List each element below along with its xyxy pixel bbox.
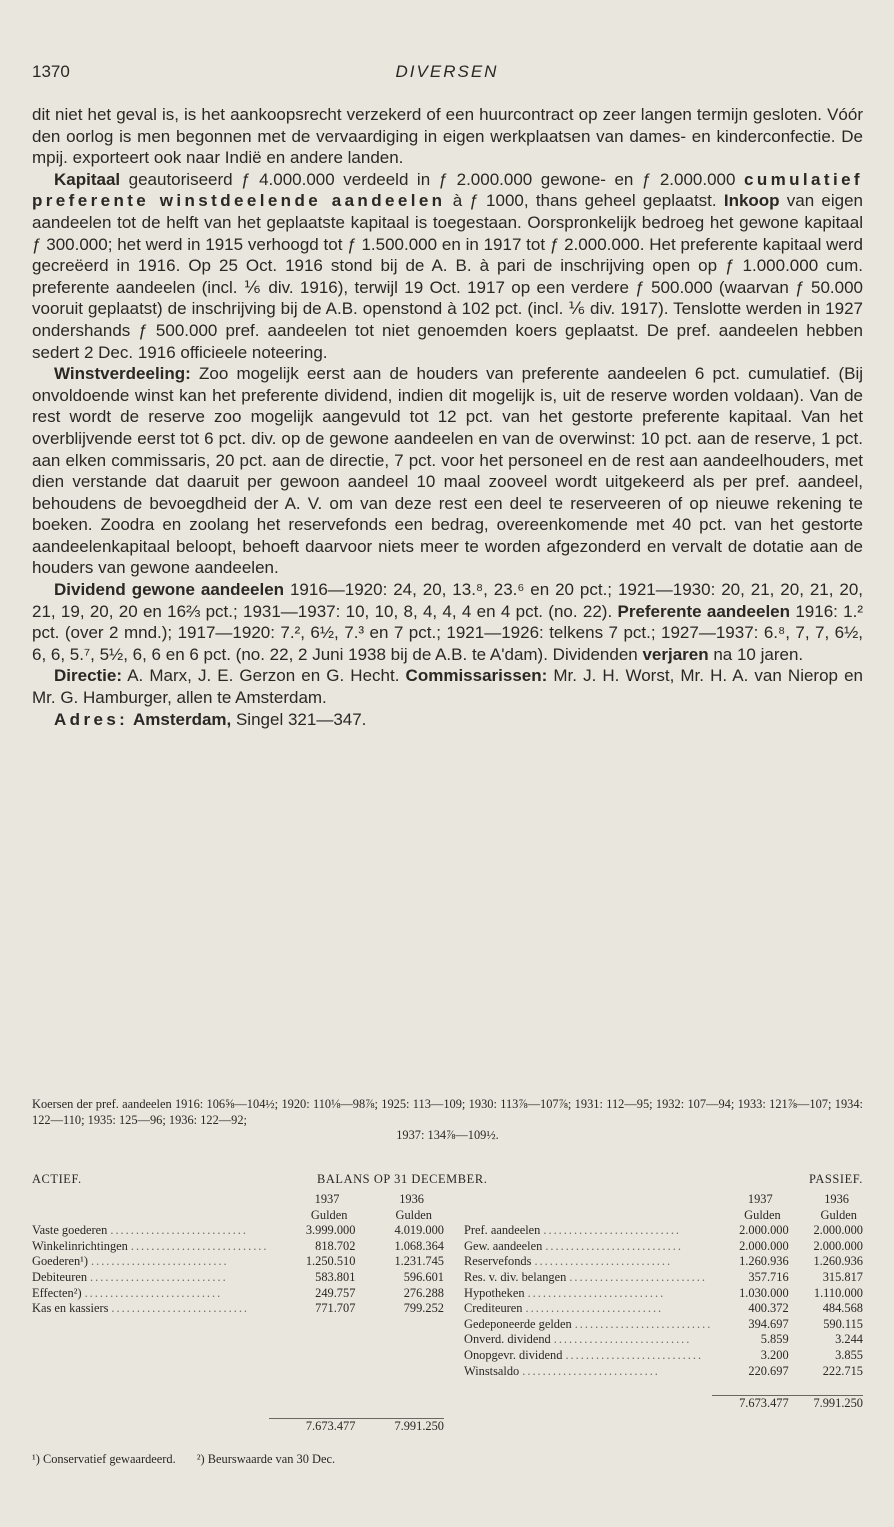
- row-label: [464, 1332, 712, 1348]
- row-label-text: Winkelinrichtingen: [32, 1239, 131, 1253]
- value-1936: 1.260.936: [813, 1254, 863, 1269]
- total-1937: 7.673.477: [269, 1419, 356, 1435]
- balance-row: [464, 1223, 863, 1239]
- balance-row: [464, 1317, 863, 1333]
- kapitaal-text-a: geautoriseerd ƒ 4.000.000 verdeeld in ƒ 2.000.000 gewone- en ƒ 2.000.000: [120, 169, 744, 189]
- value-1937: 771.707: [315, 1301, 356, 1316]
- footnotes: [32, 1452, 353, 1467]
- value-1936: 1.231.745: [394, 1254, 444, 1269]
- body-text: [32, 104, 863, 730]
- row-label-text: Kas en kassiers: [32, 1301, 111, 1315]
- value-1936: 4.019.000: [394, 1223, 444, 1238]
- row-label: [32, 1270, 269, 1286]
- value-1937: 3.200: [760, 1347, 789, 1362]
- row-label: [464, 1239, 712, 1255]
- row-label-text: Onverd. dividend: [464, 1332, 554, 1346]
- spaced-aandeelen: cumulatief preferente winstdeelende aandeelen: [32, 169, 863, 211]
- row-label-text: Gew. aandeelen: [464, 1239, 545, 1253]
- row-label: [464, 1348, 712, 1364]
- year-row: [464, 1192, 863, 1208]
- leader-dots: ...........................: [543, 1223, 682, 1238]
- row-label: [464, 1270, 712, 1286]
- passief-table: [464, 1192, 863, 1411]
- unit-row: [32, 1208, 444, 1224]
- value-1936: 1.068.364: [394, 1238, 444, 1253]
- value-1936: 590.115: [823, 1316, 863, 1331]
- row-label-text: Hypotheken: [464, 1286, 528, 1300]
- value-1936: 3.855: [835, 1347, 863, 1362]
- balance-row: [464, 1348, 863, 1364]
- row-label-text: Effecten²): [32, 1286, 85, 1300]
- value-1936: 276.288: [403, 1285, 444, 1300]
- balance-sheet: [32, 1172, 863, 1434]
- row-label-text: Reservefonds: [464, 1254, 534, 1268]
- unit-row: [464, 1208, 863, 1224]
- dividend-text-b: 1916: 1.² pct. (over 2 mnd.); 1917—1920: 7.², 6½, 7.³ en 7 pct.; 1921—1926: telkens 7 pct.; 1927—1937: 6.⁸, 7, 7, 6½, 6, 6, 5.⁷, 5½, 6, 6 en 6 pct. (no. 22, 2 Juni 1938 bij de A.B. te A'dam). Dividenden: [32, 601, 864, 664]
- value-1937: 220.697: [748, 1363, 789, 1378]
- value-1936: 484.568: [822, 1301, 863, 1316]
- leader-dots: ...........................: [525, 1301, 664, 1316]
- footnote-2: ²) Beurswaarde van 30 Dec.: [196, 1452, 336, 1466]
- unit-1936: Gulden: [395, 1207, 432, 1222]
- total-1936: 7.991.250: [355, 1419, 444, 1435]
- value-1936: 222.715: [822, 1363, 863, 1378]
- row-label: [464, 1223, 712, 1239]
- label-adres: Adres:: [54, 709, 129, 729]
- koersen-line: Koersen der pref. aandeelen 1916: 106⅝—104½; 1920: 110⅛—98⅞; 1925: 113—109; 1930: 113⅞—107⅞; 1931: 112—95; 1932: 107—94; 1933: 121⅞—107; 1934: 122—110; 1935: 125—96; 1936: 122—92;: [32, 1097, 863, 1127]
- page-header: [32, 62, 862, 88]
- value-1937: 394.697: [748, 1316, 789, 1331]
- leader-dots: ...........................: [553, 1332, 692, 1347]
- row-label-text: Winstsaldo: [464, 1364, 522, 1378]
- value-1937: 5.859: [760, 1332, 789, 1347]
- value-1937: 583.801: [315, 1269, 356, 1284]
- leader-dots: ...........................: [522, 1363, 660, 1378]
- row-label-text: Res. v. div. belangen: [464, 1270, 569, 1284]
- row-label: [32, 1223, 269, 1239]
- value-1937: 3.999.000: [305, 1223, 356, 1238]
- value-1937: 2.000.000: [739, 1238, 789, 1253]
- winstverdeeling-text: Zoo mogelijk eerst aan de houders van preferente aandeelen 6 pct. cumulatief. (Bij onvoldoende winst kan het preferente dividend, indien dit mogelijk is, uit de reserve worden voldaan). Van de rest wordt de reserve zoo mogelijk aangevuld tot 12 pct. van het gestorte preferente kapitaal. Van het overblijvende eerst tot 6 pct. div. op de gewone aandeelen en van de overwinst: 10 pct. aan de reserve, 1 pct. aan elken commissaris, 20 pct. aan de directie, 7 pct. voor het personeel en de rest aan aandeelhouders, met dien verstande dat daaruit per gewoon aandeel 10 maal zooveel wordt uitgekeerd als per pref. aandeel, behoudens de bevoegdheid der A. V. om van deze rest een deel te reserveeren of op nieuwe rekening te boeken. Zoodra en zoolang het reservefonds een bedrag, overeenkomende met 40 pct. van het gestorte aandeelenkapitaal beloopt, behoeft daarvoor niets meer te worden afgezonderd en vervalt de dotatie aan de houders van gewone aandeelen.: [32, 364, 863, 578]
- unit-1936: Gulden: [820, 1207, 857, 1222]
- dividend-text-c: na 10 jaren.: [708, 644, 804, 664]
- year-row: [32, 1192, 444, 1208]
- balance-row: [32, 1254, 444, 1270]
- balance-title: BALANS OP 31 DECEMBER.: [317, 1172, 488, 1186]
- value-1936: 596.601: [403, 1269, 444, 1284]
- balance-row: [32, 1286, 444, 1302]
- adres-city: Amsterdam,: [132, 709, 232, 729]
- leader-dots: ...........................: [110, 1223, 248, 1238]
- row-label-text: Debiteuren: [32, 1270, 90, 1284]
- leader-dots: ...........................: [569, 1269, 707, 1284]
- balance-row: [32, 1270, 444, 1286]
- label-directie: Directie:: [54, 666, 123, 686]
- page-number: 1370: [32, 62, 70, 81]
- balance-row: [32, 1301, 444, 1317]
- koersen-last-line: 1937: 134⅞—109½.: [396, 1128, 499, 1142]
- actief-label: ACTIEF.: [32, 1172, 82, 1186]
- row-label-text: Vaste goederen: [32, 1223, 110, 1237]
- value-1937: 357.716: [748, 1269, 789, 1284]
- value-1936: 2.000.000: [813, 1238, 863, 1253]
- adres-text: Singel 321—347.: [231, 709, 367, 729]
- label-verjaren: verjaren: [642, 644, 709, 664]
- paragraph-kapitaal: [32, 169, 863, 363]
- row-label-text: Goederen¹): [32, 1254, 91, 1268]
- row-label-text: Gedeponeerde gelden: [464, 1317, 575, 1331]
- label-winstverdeeling: Winstverdeeling:: [54, 364, 191, 384]
- row-label: [32, 1254, 269, 1270]
- leader-dots: ...........................: [565, 1347, 704, 1362]
- row-label: [464, 1286, 712, 1302]
- leader-dots: ...........................: [545, 1238, 683, 1253]
- paragraph-intro: dit niet het geval is, is het aankoopsrecht verzekerd of een huurcontract op zeer langen termijn gesloten. Vóór den oorlog is men begonnen met de vervaardiging in eigen werkplaatsen van dames- en kinderconfectie. De mpij. exporteert ook naar Indië en andere landen.: [32, 105, 863, 168]
- value-1936: 315.817: [822, 1269, 863, 1284]
- kapitaal-text-c: van eigen aandeelen tot de helft van het geplaatste kapitaal is toegestaan. Oorspronkelijk bedroeg het gewone kapitaal ƒ 300.000; het werd in 1915 verhoogd tot ƒ 1.500.000 en in 1917 tot ƒ 2.000.000. Het preferente kapitaal werd gecreëerd in 1916. Op 25 Oct. 1916 stond bij de A. B. à pari de inschrijving open op ƒ 1.000.000 cum. preferente aandeelen (incl. ⅙ div. 1916), terwijl 19 Oct. 1917 op een verdere ƒ 500.000 (waarvan ƒ 50.000 vooruit geplaatst) de inschrijving bij de A.B. openstond à 102 pct. (incl. ⅙ div. 1917). Tenslotte werden in 1927 ondershands ƒ 500.000 pref. aandeelen tot niet genoemden koers geplaatst. De pref. aandeelen hebben sedert 2 Dec. 1916 officieele noteering.: [32, 191, 864, 362]
- balance-row: [464, 1270, 863, 1286]
- row-label-text: Crediteuren: [464, 1301, 526, 1315]
- balance-row: [464, 1286, 863, 1302]
- paragraph-adres: [32, 709, 863, 731]
- spacer-row: [464, 1379, 863, 1395]
- row-label: [32, 1286, 269, 1302]
- balance-row: [464, 1254, 863, 1270]
- leader-dots: ...........................: [84, 1285, 223, 1300]
- label-commissarissen: Commissarissen:: [405, 666, 548, 686]
- year-1937: 1937: [747, 1192, 773, 1206]
- row-label-text: Pref. aandeelen: [464, 1223, 543, 1237]
- value-1937: 1.250.510: [305, 1254, 356, 1269]
- leader-dots: ...........................: [111, 1301, 250, 1316]
- value-1937: 400.372: [748, 1301, 789, 1316]
- row-label: [464, 1301, 712, 1317]
- commissarissen-text: Mr. J. H. Worst, Mr. H. A. van Nierop en Mr. G. Hamburger, allen te Amsterdam.: [32, 666, 863, 708]
- value-1937: 1.260.936: [739, 1254, 789, 1269]
- label-dividend-gewone: Dividend gewone aandeelen: [54, 580, 285, 600]
- row-label: [464, 1317, 712, 1333]
- leader-dots: ...........................: [90, 1269, 228, 1284]
- value-1936: 799.252: [403, 1301, 444, 1316]
- balance-row: [32, 1239, 444, 1255]
- leader-dots: ...........................: [130, 1238, 269, 1253]
- total-1936: 7.991.250: [789, 1395, 863, 1411]
- passief-label: PASSIEF.: [809, 1172, 863, 1186]
- value-1936: 1.110.000: [813, 1285, 863, 1300]
- row-label-text: Onopgevr. dividend: [464, 1348, 565, 1362]
- row-label: [32, 1301, 269, 1317]
- row-label: [464, 1364, 712, 1380]
- balance-row: [464, 1332, 863, 1348]
- paragraph-winstverdeeling: [32, 363, 863, 579]
- kapitaal-text-b: à ƒ 1000, thans geheel geplaatst.: [445, 191, 724, 211]
- label-inkoop: Inkoop: [723, 191, 780, 211]
- label-kapitaal: Kapitaal: [54, 169, 121, 189]
- dividend-text-a: 1916—1920: 24, 20, 13.⁸, 23.⁶ en 20 pct.; 1921—1930: 20, 21, 20, 21, 20, 21, 19, 20, 20 en 16⅔ pct.; 1931—1937: 10, 10, 8, 4, 4, 4 en 4 pct. (no. 22).: [32, 580, 864, 621]
- value-1937: 249.757: [315, 1285, 356, 1300]
- value-1936: 2.000.000: [813, 1223, 863, 1238]
- value-1937: 818.702: [315, 1238, 356, 1253]
- row-label: [464, 1254, 712, 1270]
- koersen-block: [32, 1097, 863, 1144]
- leader-dots: ...........................: [91, 1254, 229, 1269]
- row-label: [32, 1239, 269, 1255]
- actief-table: [32, 1192, 444, 1435]
- value-1937: 1.030.000: [739, 1285, 789, 1300]
- spacer-row: [32, 1317, 444, 1419]
- leader-dots: ...........................: [534, 1254, 673, 1269]
- year-1936: 1936: [399, 1192, 424, 1206]
- total-1937: 7.673.477: [712, 1395, 788, 1411]
- leader-dots: ...........................: [574, 1316, 713, 1331]
- running-title: DIVERSEN: [395, 62, 499, 81]
- balance-row: [464, 1239, 863, 1255]
- balance-row: [32, 1223, 444, 1239]
- year-1936: 1936: [824, 1192, 849, 1206]
- value-1937: 2.000.000: [739, 1223, 789, 1238]
- balance-header: [32, 1172, 863, 1190]
- paragraph-dividend: [32, 579, 863, 665]
- unit-1937: Gulden: [310, 1207, 348, 1222]
- balance-row: [464, 1301, 863, 1317]
- value-1936: 3.244: [835, 1332, 863, 1347]
- total-row: [464, 1395, 863, 1411]
- label-preferente: Preferente aandeelen: [617, 601, 791, 621]
- total-row: [32, 1419, 444, 1435]
- paragraph-directie: [32, 665, 863, 708]
- balance-row: [464, 1364, 863, 1380]
- directie-text: A. Marx, J. E. Gerzon en G. Hecht.: [122, 666, 406, 686]
- unit-1937: Gulden: [744, 1207, 781, 1222]
- footnote-1: ¹) Conservatief gewaardeerd.: [32, 1452, 176, 1466]
- leader-dots: ...........................: [527, 1285, 666, 1300]
- year-1937: 1937: [314, 1192, 340, 1206]
